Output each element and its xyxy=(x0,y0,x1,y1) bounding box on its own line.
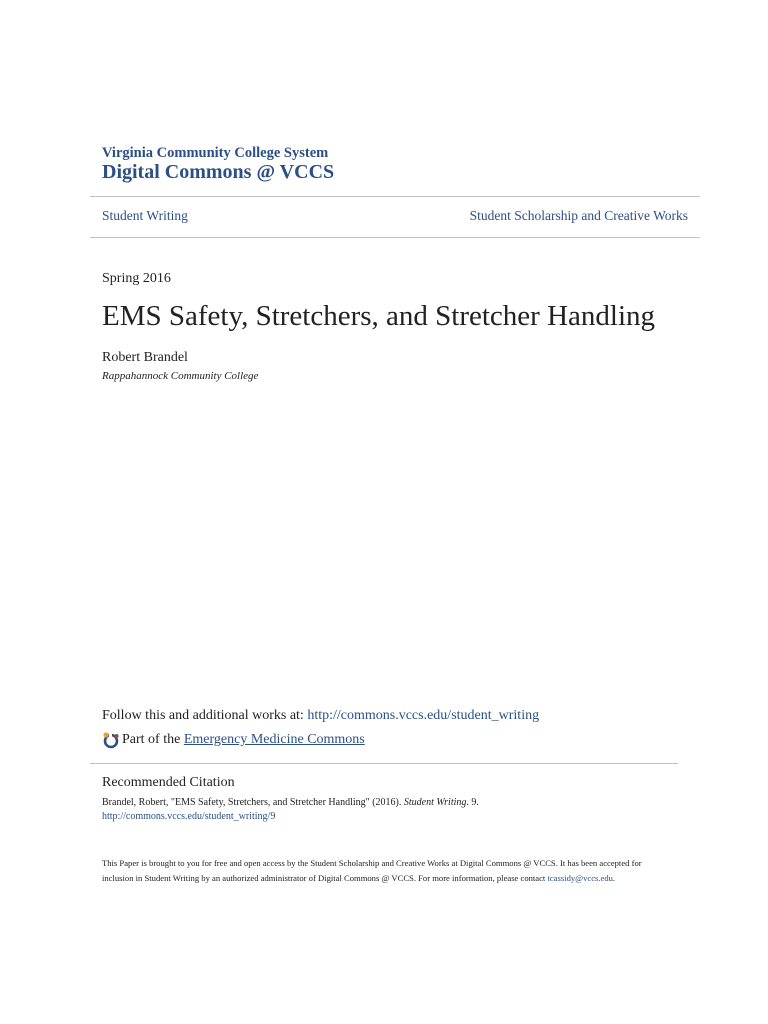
author-institution: Rappahannock Community College xyxy=(102,370,259,382)
divider-citation xyxy=(90,763,678,764)
citation-body: Brandel, Robert, "EMS Safety, Stretchers, and Stretcher Handling" (2016). xyxy=(102,797,402,808)
part-of-label: Part of the xyxy=(122,732,181,747)
paper-title: EMS Safety, Stretchers, and Stretcher Handling xyxy=(102,300,656,332)
part-of-line xyxy=(102,731,365,749)
citation-url-link[interactable]: http://commons.vccs.edu/student_writing/9 xyxy=(102,811,276,822)
emergency-medicine-commons-link[interactable]: Emergency Medicine Commons xyxy=(183,732,365,747)
publication-date: Spring 2016 xyxy=(102,271,171,286)
follow-url-link[interactable]: http://commons.vccs.edu/student_writing xyxy=(307,708,540,723)
citation-number: . 9. xyxy=(466,797,479,808)
recommended-citation-heading: Recommended Citation xyxy=(102,775,235,790)
contact-email-link[interactable]: tcassidy@vccs.edu xyxy=(547,873,613,883)
nav-student-writing-link[interactable]: Student Writing xyxy=(102,208,188,223)
header xyxy=(102,145,334,183)
follow-label: Follow this and additional works at: xyxy=(102,708,304,723)
citation-text xyxy=(102,796,479,809)
organization-name[interactable]: Virginia Community College System xyxy=(102,145,329,161)
site-title[interactable]: Digital Commons @ VCCS xyxy=(102,161,335,183)
follow-line xyxy=(102,707,539,725)
notice-text: This Paper is brought to you for free and open access by the Student Scholarship and Creative Works at Digital Commons @ VCCS. It has been accepted for inclusion in Student Writing by an authorized administrator of Digital Commons @ VCCS. For more information, please contact xyxy=(102,858,642,883)
citation-journal: Student Writing xyxy=(403,797,467,808)
divider-nav xyxy=(90,237,700,238)
divider-top xyxy=(90,196,700,197)
network-icon xyxy=(102,731,120,749)
access-notice xyxy=(102,856,662,886)
author-name: Robert Brandel xyxy=(102,350,188,365)
nav-scholarship-link[interactable]: Student Scholarship and Creative Works xyxy=(469,208,688,223)
notice-end: . xyxy=(612,873,616,883)
